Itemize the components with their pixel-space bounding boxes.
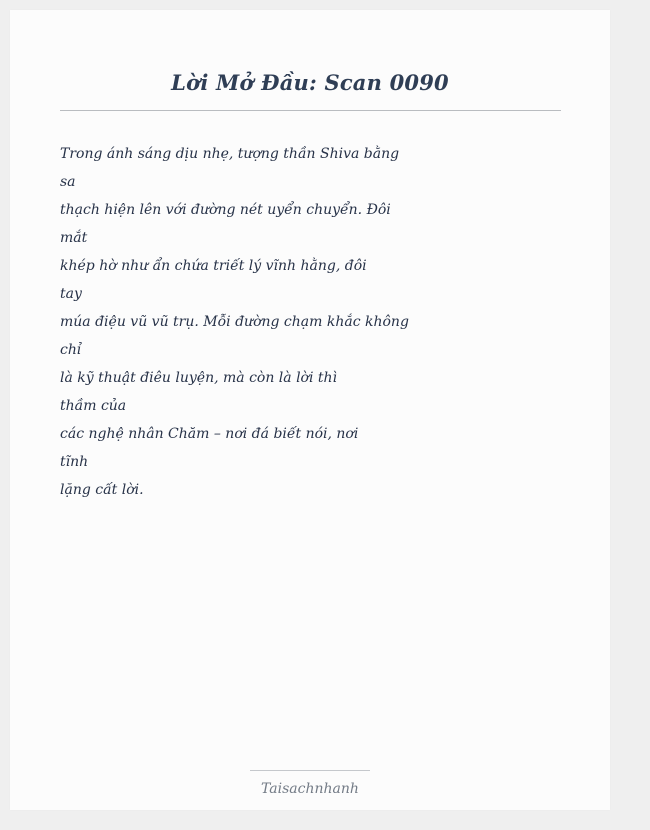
footer-credit: Taisachnhanh: [261, 781, 359, 797]
text-line: là kỹ thuật điêu luyện, mà còn là lời thì: [60, 370, 338, 386]
text-line: múa điệu vũ vũ trụ. Mỗi đường chạm khắc không: [60, 314, 409, 330]
text-line: tay: [60, 286, 82, 302]
text-line: tĩnh: [60, 454, 89, 470]
page-title: Lời Mở Đầu: Scan 0090: [171, 70, 449, 95]
text-line: mắt: [60, 230, 88, 246]
title-divider: [60, 110, 561, 111]
text-line: Trong ánh sáng dịu nhẹ, tượng thần Shiva bằng: [60, 146, 400, 162]
footer-divider: [250, 770, 370, 771]
text-line: chỉ: [60, 342, 82, 358]
document-page: [10, 10, 610, 810]
body-paragraph: [60, 140, 409, 504]
text-line: khép hờ như ẩn chứa triết lý vĩnh hằng, đôi: [60, 258, 367, 274]
text-line: các nghệ nhân Chăm – nơi đá biết nói, nơi: [60, 426, 359, 442]
text-line: thạch hiện lên với đường nét uyển chuyển. Đôi: [60, 202, 391, 218]
text-line: thầm của: [60, 398, 127, 414]
text-line: sa: [60, 174, 76, 190]
text-line: lặng cất lời.: [60, 482, 144, 498]
